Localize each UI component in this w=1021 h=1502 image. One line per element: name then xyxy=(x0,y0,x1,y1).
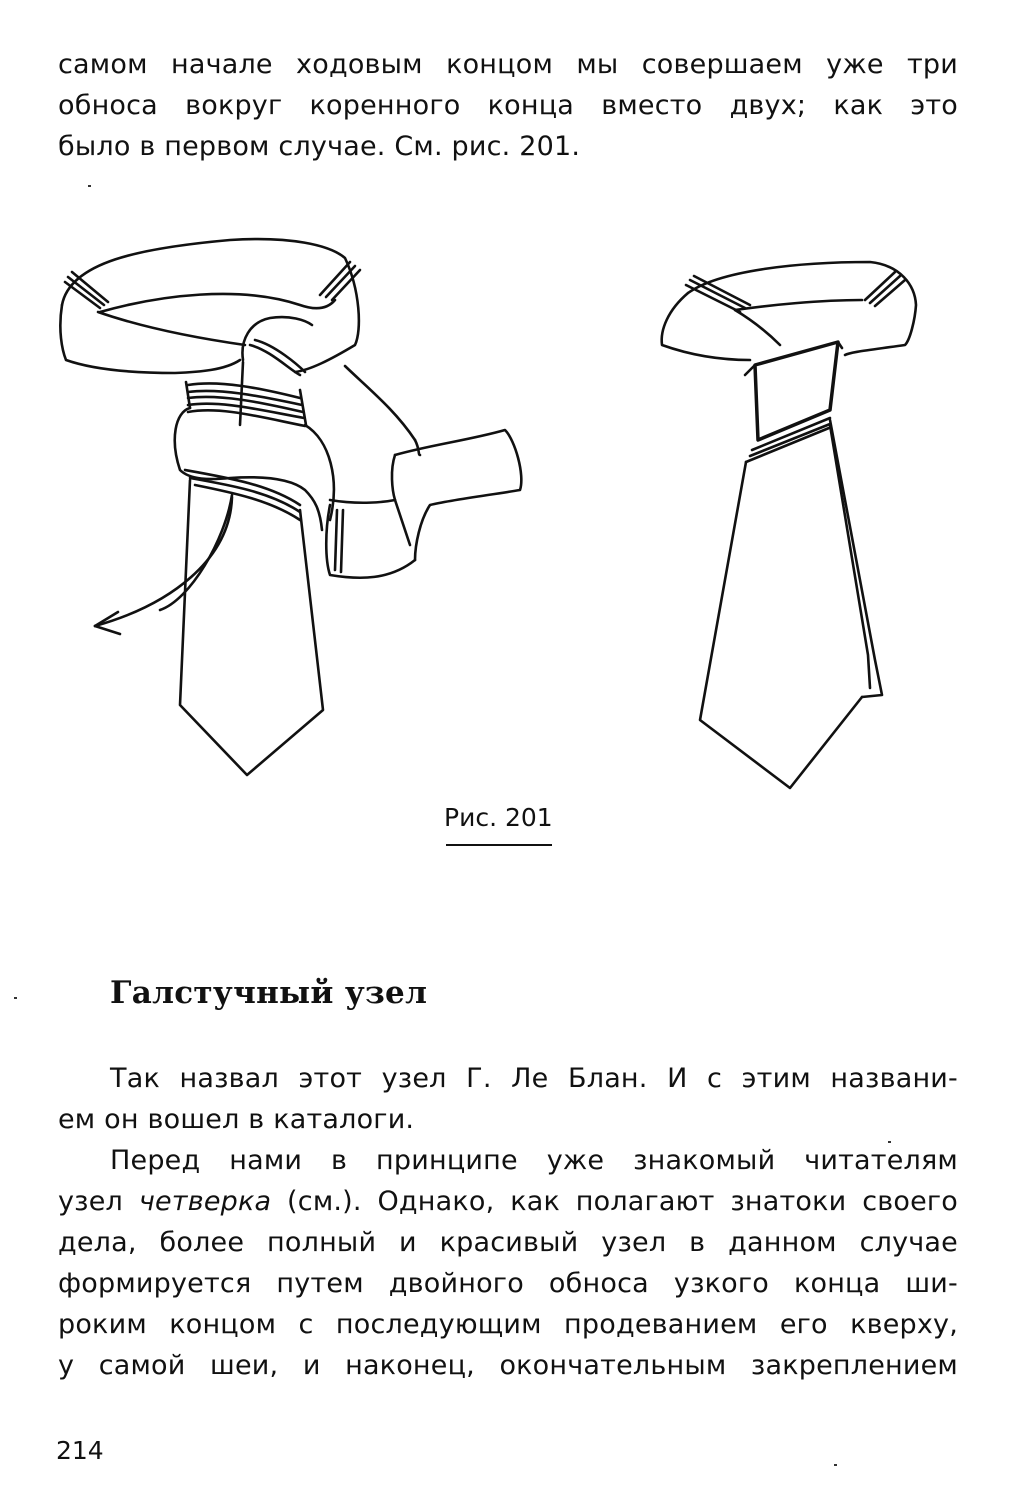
text-line xyxy=(58,1345,958,1386)
text-line: ем он вошел в каталоги. xyxy=(58,1104,415,1135)
tie-knot-finished-illustration xyxy=(662,262,916,788)
section-heading: Галстучный узел xyxy=(110,975,428,1011)
text-line xyxy=(58,1181,958,1222)
text-segment: узел xyxy=(58,1186,139,1217)
page-number: 214 xyxy=(56,1436,104,1465)
scan-speck xyxy=(834,1464,837,1466)
text-line xyxy=(58,1263,958,1304)
text-segment: Перед нами в принципе уже знакомый читателям xyxy=(110,1145,958,1176)
text-line xyxy=(58,1304,958,1345)
text-segment: (см.). Однако, как полагают знатоки своего xyxy=(271,1186,958,1217)
section-body xyxy=(58,1058,958,1386)
scan-speck xyxy=(88,185,91,187)
text-line: было в первом случае. См. рис. 201. xyxy=(58,131,581,162)
text-segment: дела, более полный и красивый узел в данном случае xyxy=(58,1227,958,1258)
text-segment: формируется путем двойного обноса узкого конца ши- xyxy=(58,1268,958,1299)
text-line xyxy=(58,1222,958,1263)
caption-underline xyxy=(446,844,552,846)
scan-speck xyxy=(888,1141,891,1143)
italic-term: четверка xyxy=(138,1186,272,1217)
figure-201 xyxy=(0,200,1021,800)
scan-speck xyxy=(14,997,17,999)
text-line: обноса вокруг коренного конца вместо двух; как это xyxy=(58,90,958,121)
text-line xyxy=(58,1140,958,1181)
figure-caption: Рис. 201 xyxy=(444,803,553,832)
top-paragraph xyxy=(58,44,958,167)
tie-knot-in-progress-illustration xyxy=(60,239,521,775)
text-segment: роким концом с последующим продеванием его кверху, xyxy=(58,1309,958,1340)
text-line: Так назвал этот узел Г. Ле Блан. И с этим названи- xyxy=(110,1063,958,1094)
text-segment: у самой шеи, и наконец, окончательным закреплением xyxy=(58,1350,958,1381)
text-line: самом начале ходовым концом мы совершаем уже три xyxy=(58,49,958,80)
